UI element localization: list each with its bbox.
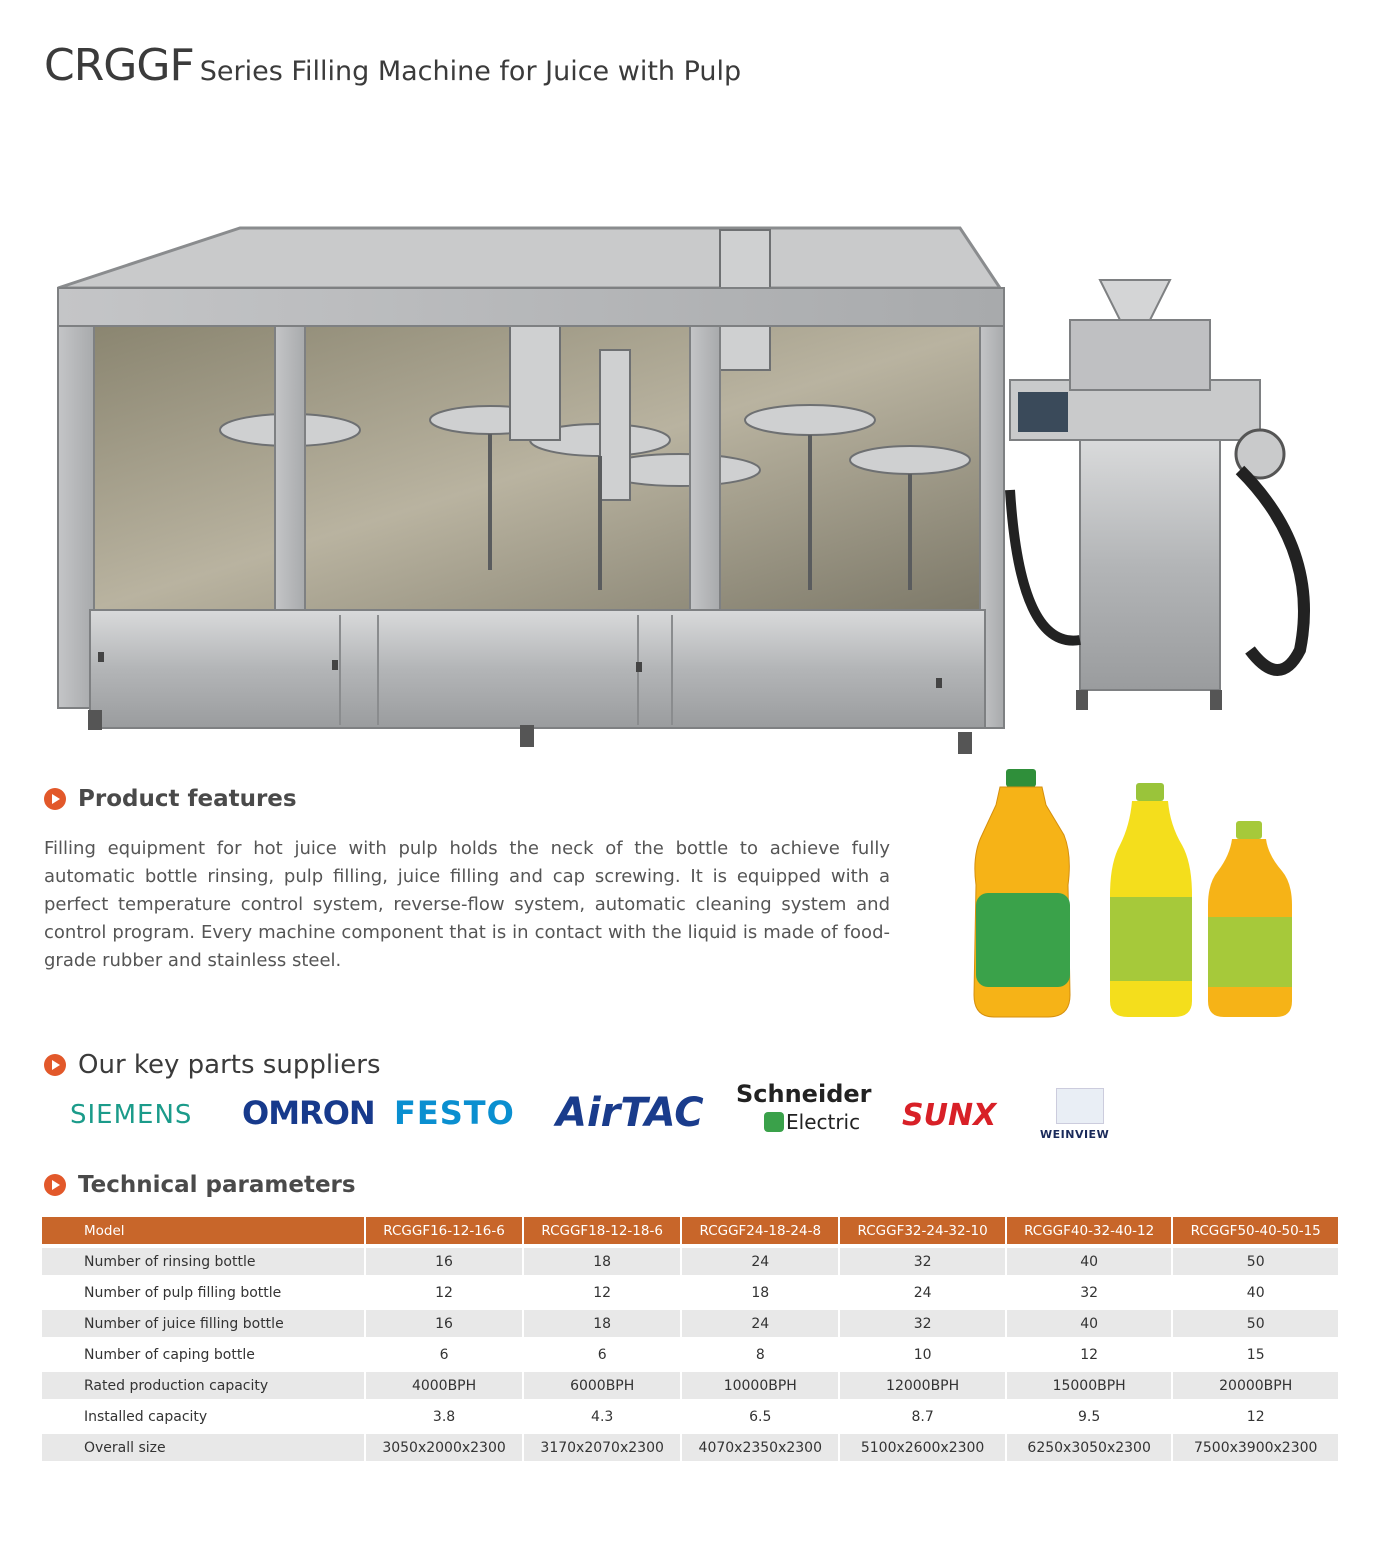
product-features-title: Product features <box>78 786 297 812</box>
table-cell: 24 <box>680 1310 838 1337</box>
table-cell: 12 <box>1171 1403 1338 1430</box>
table-cell: 32 <box>838 1248 1005 1275</box>
table-cell: 16 <box>364 1310 522 1337</box>
table-header-cell: RCGGF32-24-32-10 <box>838 1217 1005 1244</box>
table-cell: 12 <box>1005 1341 1172 1368</box>
title-code: CRGGF <box>44 40 194 91</box>
table-cell: Number of rinsing bottle <box>42 1248 364 1275</box>
table-cell: 18 <box>522 1248 680 1275</box>
table-cell: 32 <box>1005 1279 1172 1306</box>
schneider-logo-line1: Schneider <box>736 1080 872 1108</box>
schneider-mark-icon <box>764 1112 784 1132</box>
table-cell: 8 <box>680 1341 838 1368</box>
arrow-circle-icon <box>44 1054 66 1076</box>
table-cell: 6000BPH <box>522 1372 680 1399</box>
table-cell: 4070x2350x2300 <box>680 1434 838 1461</box>
table-cell: 24 <box>838 1279 1005 1306</box>
schneider-logo-line2: Electric <box>786 1110 861 1134</box>
table-cell: 16 <box>364 1248 522 1275</box>
table-cell: 12 <box>364 1279 522 1306</box>
table-cell: 5100x2600x2300 <box>838 1434 1005 1461</box>
table-cell: 50 <box>1171 1310 1338 1337</box>
technical-parameters-table <box>42 1213 1338 1465</box>
table-cell: Installed capacity <box>42 1403 364 1430</box>
table-cell: Number of juice filling bottle <box>42 1310 364 1337</box>
arrow-circle-icon <box>44 788 66 810</box>
table-header-cell: RCGGF50-40-50-15 <box>1171 1217 1338 1244</box>
table-cell: Number of caping bottle <box>42 1341 364 1368</box>
table-cell: 6.5 <box>680 1403 838 1430</box>
table-cell: Rated production capacity <box>42 1372 364 1399</box>
filling-machine-image <box>40 170 1370 770</box>
table-cell: Overall size <box>42 1434 364 1461</box>
table-row <box>42 1403 1338 1430</box>
table-cell: 3.8 <box>364 1403 522 1430</box>
table-header-cell: Model <box>42 1217 364 1244</box>
table-header-cell: RCGGF18-12-18-6 <box>522 1217 680 1244</box>
page-title <box>44 40 741 91</box>
table-row <box>42 1310 1338 1337</box>
table-cell: 12000BPH <box>838 1372 1005 1399</box>
juice-bottles-image <box>960 765 1310 1027</box>
weinview-mark-icon <box>1056 1088 1104 1124</box>
schneider-electric-logo <box>736 1080 896 1150</box>
sunx-logo: SUNX <box>902 1098 997 1133</box>
table-cell: 32 <box>838 1310 1005 1337</box>
festo-logo: FESTO <box>394 1094 515 1132</box>
product-features-text: Filling equipment for hot juice with pulp holds the neck of the bottle to achieve fully automatic bottle rinsing, pulp filling, juice filling and cap screwing. It is equipped with a perfect temperature control system, reverse-flow system, automatic cleaning system and control program. Every machine component that is in contact with the liquid is made of food-grade rubber and stainless steel. <box>44 838 890 971</box>
table-cell: 4000BPH <box>364 1372 522 1399</box>
table-cell: 18 <box>680 1279 838 1306</box>
table-cell: 40 <box>1171 1279 1338 1306</box>
table-header-cell: RCGGF40-32-40-12 <box>1005 1217 1172 1244</box>
table-cell: 6 <box>364 1341 522 1368</box>
table-header-row <box>42 1217 1338 1244</box>
table-cell: 6250x3050x2300 <box>1005 1434 1172 1461</box>
table-row <box>42 1279 1338 1306</box>
table-cell: 20000BPH <box>1171 1372 1338 1399</box>
table-cell: 9.5 <box>1005 1403 1172 1430</box>
table-cell: 3050x2000x2300 <box>364 1434 522 1461</box>
table-cell: 4.3 <box>522 1403 680 1430</box>
table-cell: 8.7 <box>838 1403 1005 1430</box>
table-cell: 6 <box>522 1341 680 1368</box>
supplier-logos <box>66 1080 1146 1150</box>
technical-parameters-title: Technical parameters <box>78 1172 356 1198</box>
suppliers-heading <box>44 1050 381 1080</box>
table-row <box>42 1248 1338 1275</box>
table-cell: 18 <box>522 1310 680 1337</box>
title-subtitle: Series Filling Machine for Juice with Pulp <box>199 56 742 87</box>
weinview-logo-text: WEINVIEW <box>1040 1128 1110 1141</box>
table-cell: 24 <box>680 1248 838 1275</box>
table-cell: 40 <box>1005 1248 1172 1275</box>
table-cell: 50 <box>1171 1248 1338 1275</box>
table-header-cell: RCGGF24-18-24-8 <box>680 1217 838 1244</box>
table-row <box>42 1434 1338 1461</box>
table-cell: 10000BPH <box>680 1372 838 1399</box>
table-cell: 15 <box>1171 1341 1338 1368</box>
table-row <box>42 1341 1338 1368</box>
omron-logo: OMRON <box>242 1094 375 1132</box>
table-cell: 7500x3900x2300 <box>1171 1434 1338 1461</box>
suppliers-title: Our key parts suppliers <box>78 1050 381 1080</box>
table-cell: 12 <box>522 1279 680 1306</box>
table-cell: 15000BPH <box>1005 1372 1172 1399</box>
table-cell: 10 <box>838 1341 1005 1368</box>
weinview-logo <box>1038 1084 1124 1144</box>
table-row <box>42 1372 1338 1399</box>
table-cell: 3170x2070x2300 <box>522 1434 680 1461</box>
siemens-logo: SIEMENS <box>70 1100 193 1130</box>
table-cell: Number of pulp filling bottle <box>42 1279 364 1306</box>
table-cell: 40 <box>1005 1310 1172 1337</box>
airtac-logo: AirTAC <box>556 1090 704 1136</box>
arrow-circle-icon <box>44 1174 66 1196</box>
table-header-cell: RCGGF16-12-16-6 <box>364 1217 522 1244</box>
product-features-heading <box>44 786 297 812</box>
technical-parameters-heading <box>44 1172 356 1198</box>
